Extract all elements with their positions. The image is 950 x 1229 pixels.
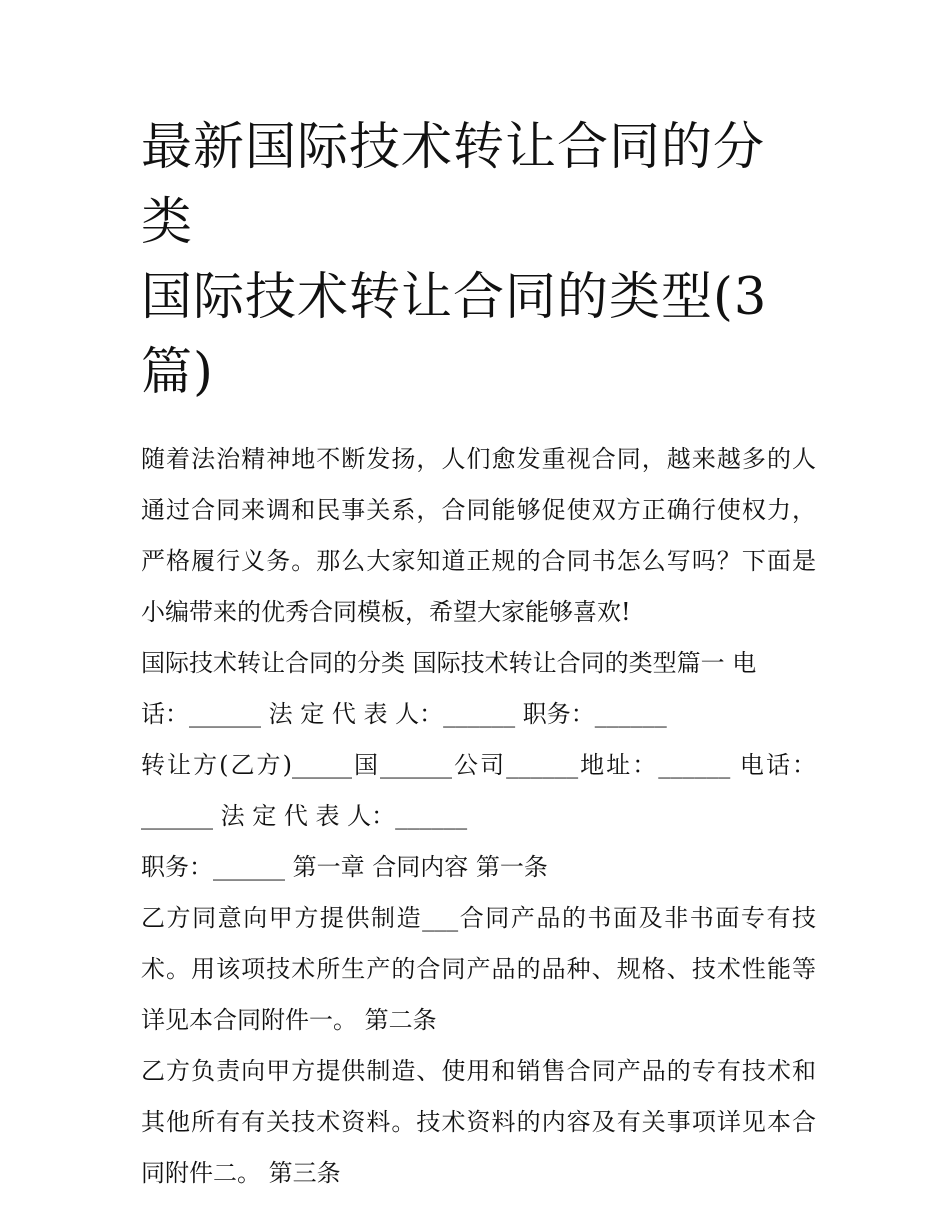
body-line-9: 职务：______ 第一章 合同内容 第一条 (141, 853, 548, 881)
document-title (141, 110, 816, 410)
body-line-1: 随着法治精神地不断发扬，人们愈发重视合同，越来越多的人 (141, 445, 816, 473)
body-line-4: 小编带来的优秀合同模板，希望大家能够喜欢! (141, 598, 631, 626)
body-line-11: 术。用该项技术所生产的合同产品的品种、规格、技术性能等 (141, 955, 816, 983)
body-line-15: 同附件二。 第三条 (141, 1159, 341, 1187)
body-line-2: 通过合同来调和民事关系，合同能够促使双方正确行使权力， (141, 496, 816, 524)
document-body (141, 434, 816, 1199)
body-line-13: 乙方负责向甲方提供制造、使用和销售合同产品的专有技术和 (141, 1057, 816, 1085)
body-line-6: 话：______ 法 定 代 表 人：______ 职务：______ (141, 700, 667, 728)
title-line-3: 篇) (141, 343, 214, 402)
title-line-1: 最新国际技术转让合同的分类 (141, 118, 766, 252)
body-line-8: ______ 法 定 代 表 人：______ (141, 802, 468, 830)
body-line-3: 严格履行义务。那么大家知道正规的合同书怎么写吗？下面是 (141, 547, 816, 575)
body-line-5: 国际技术转让合同的分类 国际技术转让合同的类型篇一 电 (141, 649, 757, 677)
title-line-2: 国际技术转让合同的类型(3 (141, 268, 768, 327)
body-line-10: 乙方同意向甲方提供制造___合同产品的书面及非书面专有技 (141, 904, 816, 932)
body-line-14: 其他所有有关技术资料。技术资料的内容及有关事项详见本合 (141, 1108, 816, 1136)
document-page (141, 110, 816, 1199)
body-line-12: 详见本合同附件一。 第二条 (141, 1006, 437, 1034)
body-line-7: 转让方(乙方)_____国______公司______地址：______ 电话： (141, 751, 816, 779)
